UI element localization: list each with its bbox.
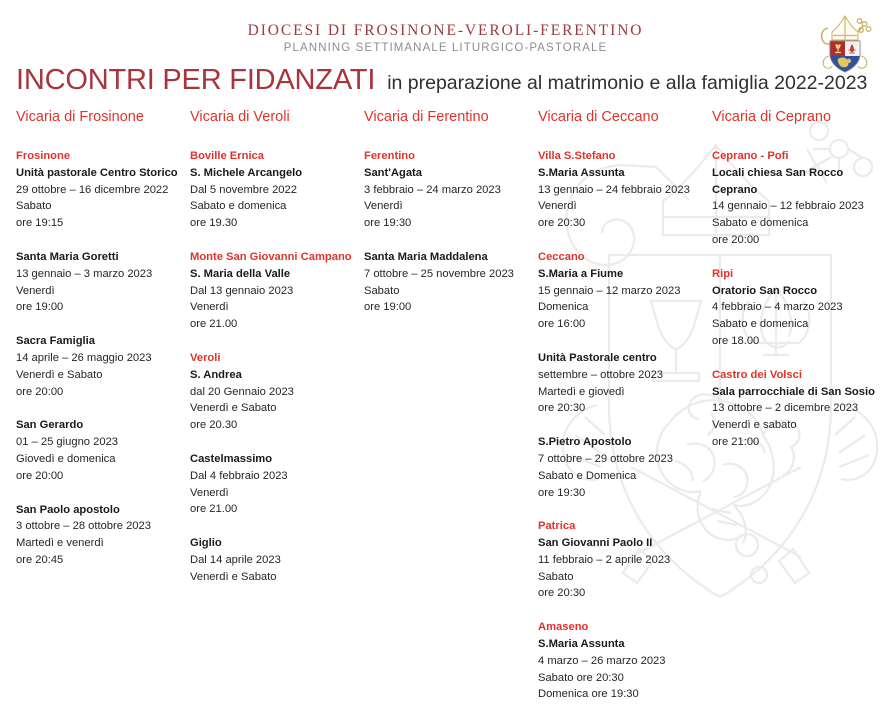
weekday-info: Sabato e domenica: [712, 318, 809, 331]
course-entry: [712, 266, 878, 350]
vicaria-heading: Vicaria di Ceccano: [538, 108, 659, 125]
time-info: ore 20:30: [538, 587, 586, 600]
weekday-info: Venerdì e sabato: [712, 419, 797, 432]
course-entry: [190, 249, 356, 333]
time-info: Domenica ore 19:30: [538, 688, 639, 701]
weekday-info: Martedì e venerdì: [16, 537, 104, 550]
parish-name: Sala parrocchiale di San Sosio: [712, 385, 875, 398]
time-info: ore 19:15: [16, 217, 64, 230]
course-entry: [16, 417, 182, 484]
town-name: Veroli: [190, 351, 221, 364]
parish-name: Santa Maria Goretti: [16, 250, 119, 263]
time-info: ore 19.30: [190, 217, 238, 230]
date-range: 13 gennaio – 3 marzo 2023: [16, 267, 153, 280]
parish-name: S. Maria della Valle: [190, 267, 291, 280]
vicaria-column: [364, 109, 538, 720]
date-range: 13 gennaio – 24 febbraio 2023: [538, 183, 690, 196]
course-entry: [712, 148, 878, 249]
vicaria-columns: [0, 109, 891, 720]
town-name: Patrica: [538, 520, 576, 533]
vicaria-heading: Vicaria di Ceprano: [712, 108, 832, 125]
weekday-info: Venerdì e Sabato: [16, 368, 103, 381]
town-name: Villa S.Stefano: [538, 149, 616, 162]
time-info: ore 19:30: [538, 486, 586, 499]
weekday-info: Venerdì: [190, 486, 229, 499]
date-range: 7 ottobre – 29 ottobre 2023: [538, 452, 673, 465]
course-entry: [364, 148, 530, 232]
course-entry: [538, 619, 704, 703]
parish-name: S. Michele Arcangelo: [190, 166, 303, 179]
vicaria-column: [712, 109, 886, 720]
time-info: ore 19:00: [16, 301, 64, 314]
course-entry: [16, 249, 182, 316]
parish-name: Castelmassimo: [190, 452, 273, 465]
diocesan-coat-of-arms-icon: [817, 13, 873, 75]
date-range: Dal 5 novembre 2022: [190, 183, 297, 196]
course-entry: [190, 451, 356, 518]
date-range: Dal 14 aprile 2023: [190, 553, 281, 566]
weekday-info: Sabato: [16, 200, 52, 213]
course-entry: [16, 502, 182, 569]
date-range: 14 aprile – 26 maggio 2023: [16, 351, 152, 364]
parish-name: Oratorio San Rocco: [712, 284, 818, 297]
parish-name: San Paolo apostolo: [16, 503, 120, 516]
time-info: ore 16:00: [538, 318, 586, 331]
date-range: 3 ottobre – 28 ottobre 2023: [16, 520, 151, 533]
diocese-name: DIOCESI DI FROSINONE-VEROLI-FERENTINO: [247, 22, 644, 39]
course-entry: [364, 249, 530, 316]
course-entry: [538, 434, 704, 501]
parish-name: Unità pastorale Centro Storico: [16, 166, 178, 179]
time-info: ore 20:00: [16, 469, 64, 482]
weekday-info: Sabato ore 20:30: [538, 671, 624, 684]
date-range: 11 febbraio – 2 aprile 2023: [538, 553, 671, 566]
weekday-info: Venerdì: [190, 301, 229, 314]
time-info: ore 21:00: [712, 435, 760, 448]
parish-name: Locali chiesa San Rocco Ceprano: [712, 166, 844, 196]
parish-name: S. Andrea: [190, 368, 242, 381]
weekday-info: Giovedì e domenica: [16, 452, 116, 465]
parish-name: S.Pietro Apostolo: [538, 436, 632, 449]
time-info: ore 20:30: [538, 217, 586, 230]
time-info: ore 18.00: [712, 334, 760, 347]
vicaria-heading: Vicaria di Frosinone: [16, 108, 144, 125]
time-info: ore 21.00: [190, 503, 238, 516]
parish-name: San Gerardo: [16, 419, 84, 432]
course-entry: [190, 535, 356, 585]
date-range: 4 marzo – 26 marzo 2023: [538, 654, 666, 667]
page-subtitle: in preparazione al matrimonio e alla famiglia 2022-2023: [387, 71, 868, 94]
town-name: Monte San Giovanni Campano: [190, 250, 352, 263]
date-range: Dal 13 gennaio 2023: [190, 284, 294, 297]
date-range: Dal 4 febbraio 2023: [190, 469, 288, 482]
date-range: 01 – 25 giugno 2023: [16, 436, 119, 449]
date-range: 7 ottobre – 25 novembre 2023: [364, 267, 514, 280]
weekday-info: Domenica: [538, 301, 589, 314]
parish-name: Sant'Agata: [364, 166, 422, 179]
parish-name: S.Maria Assunta: [538, 166, 625, 179]
parish-name: S.Maria a Fiume: [538, 267, 624, 280]
weekday-info: Venerdì e Sabato: [190, 402, 277, 415]
town-name: Ceccano: [538, 250, 585, 263]
course-entry: [16, 148, 182, 232]
course-entry: [538, 350, 704, 417]
time-info: ore 19:00: [364, 301, 412, 314]
weekday-info: Sabato e domenica: [190, 200, 287, 213]
town-name: Castro dei Volsci: [712, 368, 802, 381]
date-range: dal 20 Gennaio 2023: [190, 385, 294, 398]
date-range: 4 febbraio – 4 marzo 2023: [712, 301, 843, 314]
time-info: ore 20:00: [712, 233, 760, 246]
date-range: 14 gennaio – 12 febbraio 2023: [712, 200, 864, 213]
title-row: [0, 63, 891, 96]
planning-subtitle: PLANNING SETTIMANALE LITURGICO-PASTORALE: [283, 42, 608, 55]
time-info: ore 20:30: [538, 402, 586, 415]
date-range: 3 febbraio – 24 marzo 2023: [364, 183, 501, 196]
vicaria-column: [16, 109, 190, 720]
time-info: ore 19:30: [364, 217, 412, 230]
town-name: Frosinone: [16, 149, 71, 162]
weekday-info: Martedì e giovedì: [538, 385, 625, 398]
weekday-info: Venerdì: [538, 200, 577, 213]
town-name: Ripi: [712, 267, 734, 280]
vicaria-heading: Vicaria di Ferentino: [364, 108, 489, 125]
weekday-info: Venerdì: [16, 284, 55, 297]
weekday-info: Venerdì e Sabato: [190, 570, 277, 583]
town-name: Boville Ernica: [190, 149, 264, 162]
weekday-info: Sabato e Domenica: [538, 469, 637, 482]
date-range: 15 gennaio – 12 marzo 2023: [538, 284, 681, 297]
weekday-info: Sabato e domenica: [712, 217, 809, 230]
page-title: INCONTRI PER FIDANZATI: [16, 63, 376, 96]
course-entry: [190, 148, 356, 232]
poster-header: [0, 0, 891, 95]
course-entry: [712, 367, 878, 451]
weekday-info: Venerdì: [364, 200, 403, 213]
parish-name: Unità Pastorale centro: [538, 351, 657, 364]
town-name: Amaseno: [538, 621, 589, 634]
time-info: ore 20:45: [16, 553, 64, 566]
town-name: Ferentino: [364, 149, 415, 162]
vicaria-column: [190, 109, 364, 720]
course-entry: [538, 148, 704, 232]
weekday-info: Sabato: [538, 570, 574, 583]
time-info: ore 20:00: [16, 385, 64, 398]
date-range: 29 ottobre – 16 dicembre 2022: [16, 183, 169, 196]
parish-name: Sacra Famiglia: [16, 335, 95, 348]
course-entry: [538, 249, 704, 333]
date-range: settembre – ottobre 2023: [538, 368, 664, 381]
time-info: ore 21.00: [190, 318, 238, 331]
parish-name: S.Maria Assunta: [538, 638, 625, 651]
weekday-info: Sabato: [364, 284, 400, 297]
vicaria-heading: Vicaria di Veroli: [190, 108, 290, 125]
parish-name: Giglio: [190, 537, 222, 550]
course-entry: [16, 333, 182, 400]
town-name: Ceprano - Pofi: [712, 149, 789, 162]
date-range: 13 ottobre – 2 dicembre 2023: [712, 402, 859, 415]
course-entry: [538, 518, 704, 602]
time-info: ore 20.30: [190, 419, 238, 432]
parish-name: Santa Maria Maddalena: [364, 250, 488, 263]
parish-name: San Giovanni Paolo II: [538, 537, 653, 550]
vicaria-column: [538, 109, 712, 720]
course-entry: [190, 350, 356, 434]
